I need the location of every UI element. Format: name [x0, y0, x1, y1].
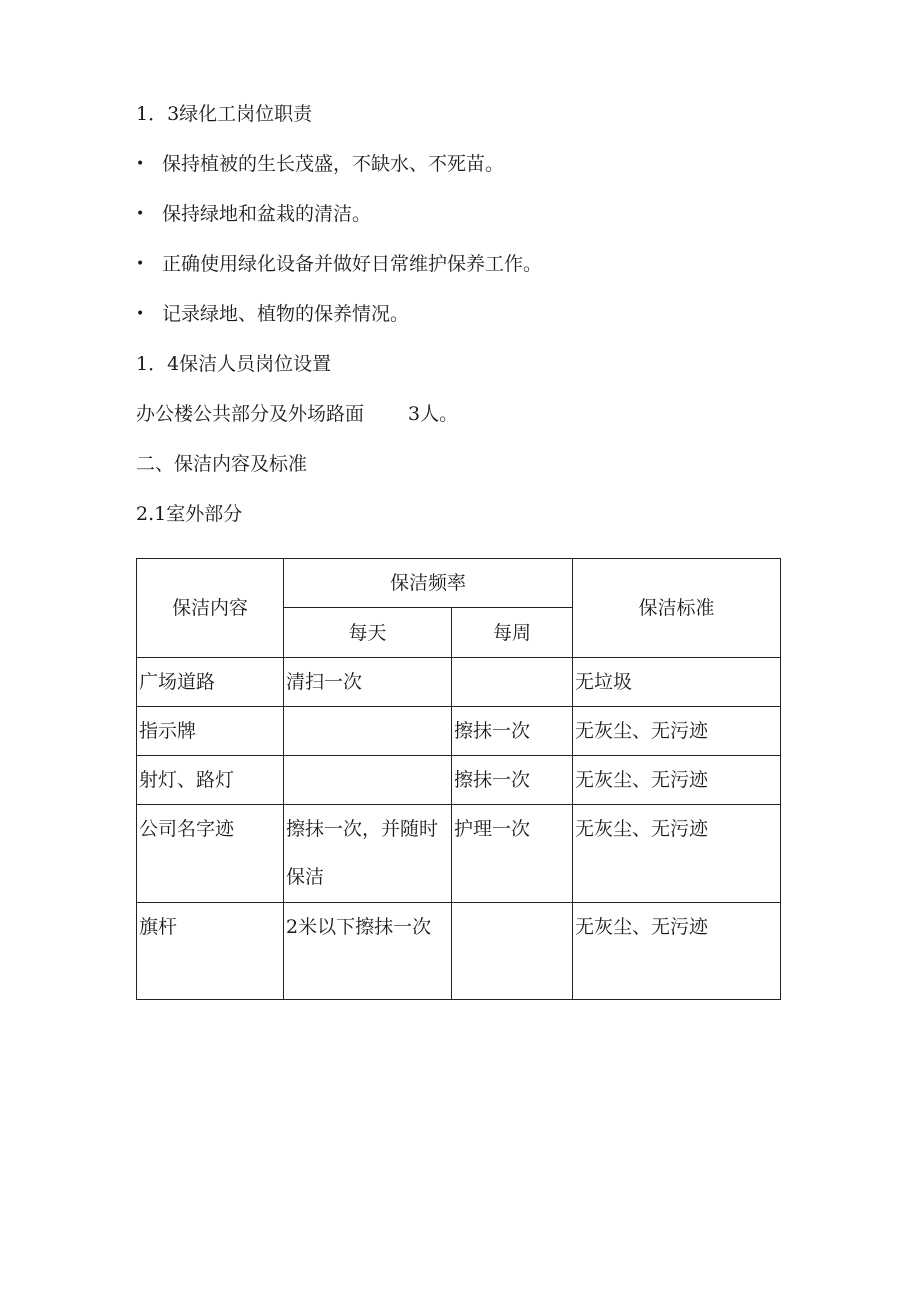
cell-content: 旗杆 [137, 903, 284, 1000]
cell-daily [284, 756, 452, 805]
cell-weekly: 擦抹一次 [452, 756, 573, 805]
cell-weekly: 护理一次 [452, 805, 573, 903]
header-daily: 每天 [284, 608, 452, 658]
bullet-item [136, 251, 542, 277]
header-content: 保洁内容 [137, 559, 284, 658]
cell-content: 射灯、路灯 [137, 756, 284, 805]
bullet-text: 正确使用绿化设备并做好日常维护保养工作。 [162, 253, 543, 275]
bullet-item [136, 301, 409, 327]
heading-1-3: 1．3绿化工岗位职责 [136, 103, 313, 125]
staffing-area: 办公楼公共部分及外场路面 [136, 403, 365, 425]
staffing-line [136, 401, 458, 427]
header-standard: 保洁标准 [573, 559, 781, 658]
table-row [137, 707, 781, 756]
cell-content: 公司名字迹 [137, 805, 284, 903]
cell-content: 广场道路 [137, 658, 284, 707]
bullet-item [136, 151, 504, 177]
cell-weekly [452, 658, 573, 707]
heading-1-4: 1．4保洁人员岗位设置 [136, 353, 332, 375]
table-row [137, 903, 781, 1000]
header-weekly: 每周 [452, 608, 573, 658]
table-header-row [137, 559, 781, 608]
bullet-text: 保持绿地和盆栽的清洁。 [162, 203, 372, 225]
cell-standard: 无灰尘、无污迹 [573, 756, 781, 805]
section-2-heading: 二、保洁内容及标准 [136, 453, 308, 475]
cell-content: 指示牌 [137, 707, 284, 756]
header-frequency: 保洁频率 [284, 559, 573, 608]
cell-standard: 无灰尘、无污迹 [573, 903, 781, 1000]
bullet-icon: • [136, 156, 145, 172]
bullet-icon: • [136, 206, 145, 222]
cell-daily: 擦抹一次，并随时保洁 [284, 805, 452, 903]
bullet-item [136, 201, 371, 227]
cell-daily: 2米以下擦抹一次 [284, 903, 452, 1000]
table-row [137, 658, 781, 707]
cleaning-standards-table [136, 558, 781, 1000]
table-row [137, 756, 781, 805]
cell-standard: 无灰尘、无污迹 [573, 805, 781, 903]
staffing-count: 3人。 [408, 403, 459, 425]
bullet-icon: • [136, 256, 145, 272]
cell-daily [284, 707, 452, 756]
cell-weekly [452, 903, 573, 1000]
cell-weekly: 擦抹一次 [452, 707, 573, 756]
cell-standard: 无灰尘、无污迹 [573, 707, 781, 756]
cell-daily: 清扫一次 [284, 658, 452, 707]
table-row [137, 805, 781, 903]
bullet-text: 记录绿地、植物的保养情况。 [162, 303, 410, 325]
cell-standard: 无垃圾 [573, 658, 781, 707]
section-2-1-heading: 2.1室外部分 [136, 503, 243, 525]
bullet-text: 保持植被的生长茂盛，不缺水、不死苗。 [162, 153, 505, 175]
bullet-icon: • [136, 306, 145, 322]
